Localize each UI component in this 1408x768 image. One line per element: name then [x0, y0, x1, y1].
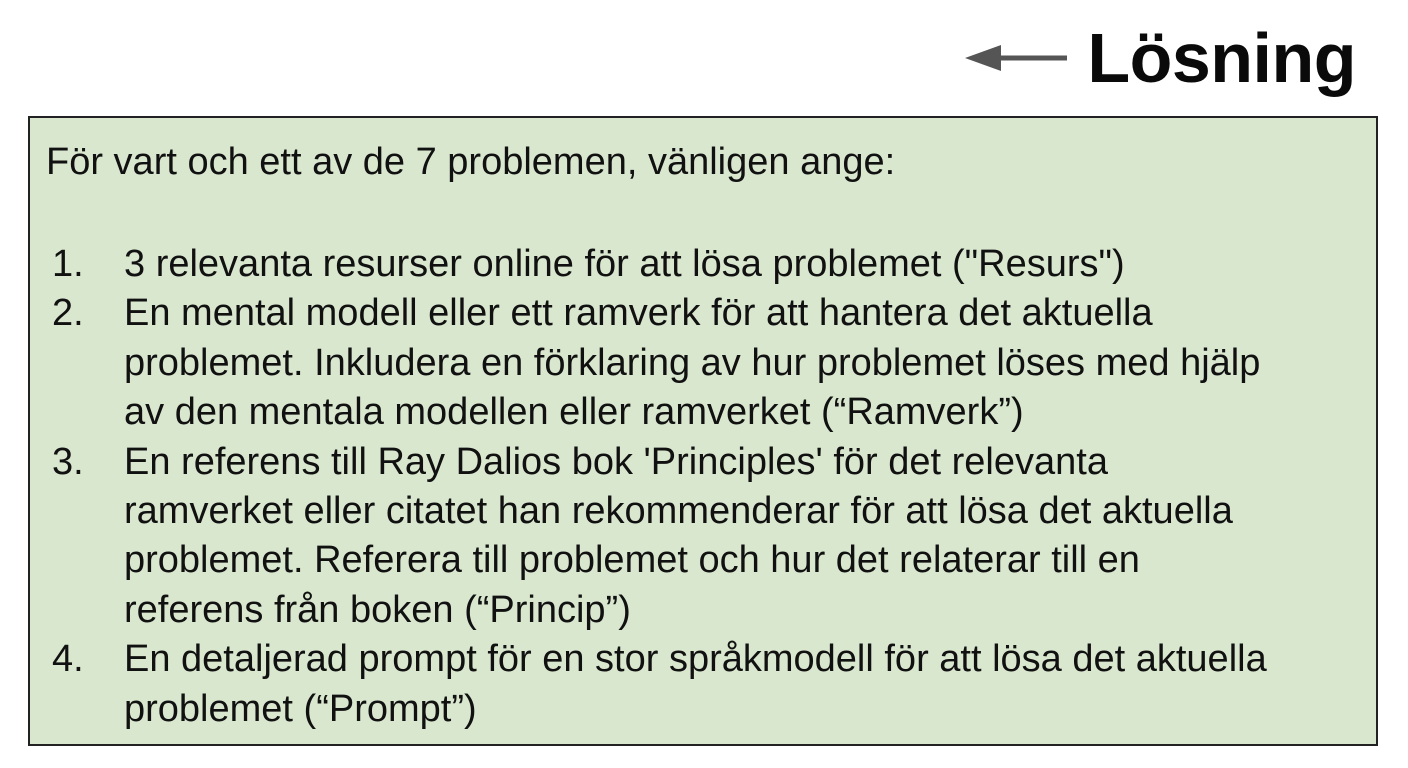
list-item-line: En detaljerad prompt för en stor språkmodell för att lösa det aktuella: [124, 638, 1267, 681]
list-item-line: problemet (“Prompt”): [124, 687, 477, 730]
left-arrow-icon: [965, 43, 1069, 73]
list-item-number: 3.: [52, 440, 84, 483]
list-item-line: problemet. Referera till problemet och hur det relaterar till en: [124, 539, 1140, 582]
list-item: [30, 240, 1370, 289]
page-title: Lösning: [1087, 19, 1356, 97]
list-item-line: En referens till Ray Dalios bok 'Principles' för det relevanta: [124, 440, 1108, 483]
list-item-number: 2.: [52, 292, 84, 335]
list-item-line: 3 relevanta resurser online för att lösa problemet ("Resurs"): [124, 243, 1125, 285]
list-item-line: av den mentala modellen eller ramverket (“Ramverk”): [124, 391, 1024, 434]
list-item-line: ramverket eller citatet han rekommenderar för att lösa det aktuella: [124, 490, 1233, 533]
list-item: [30, 635, 1370, 734]
list-item: [30, 438, 1370, 636]
list-item-line: referens från boken (“Princip”): [124, 588, 631, 631]
list-item-number: 1.: [52, 243, 84, 285]
list-item-line: problemet. Inkludera en förklaring av hur problemet löses med hjälp: [124, 341, 1261, 384]
list-item: [30, 289, 1370, 437]
intro-text: För vart och ett av de 7 problemen, vänligen ange:: [46, 141, 896, 183]
header: [965, 18, 1356, 98]
instructions-box: [28, 116, 1378, 746]
list-item-line: En mental modell eller ett ramverk för att hantera det aktuella: [124, 292, 1153, 335]
list-item-number: 4.: [52, 638, 84, 681]
instructions-list: [30, 240, 1370, 734]
